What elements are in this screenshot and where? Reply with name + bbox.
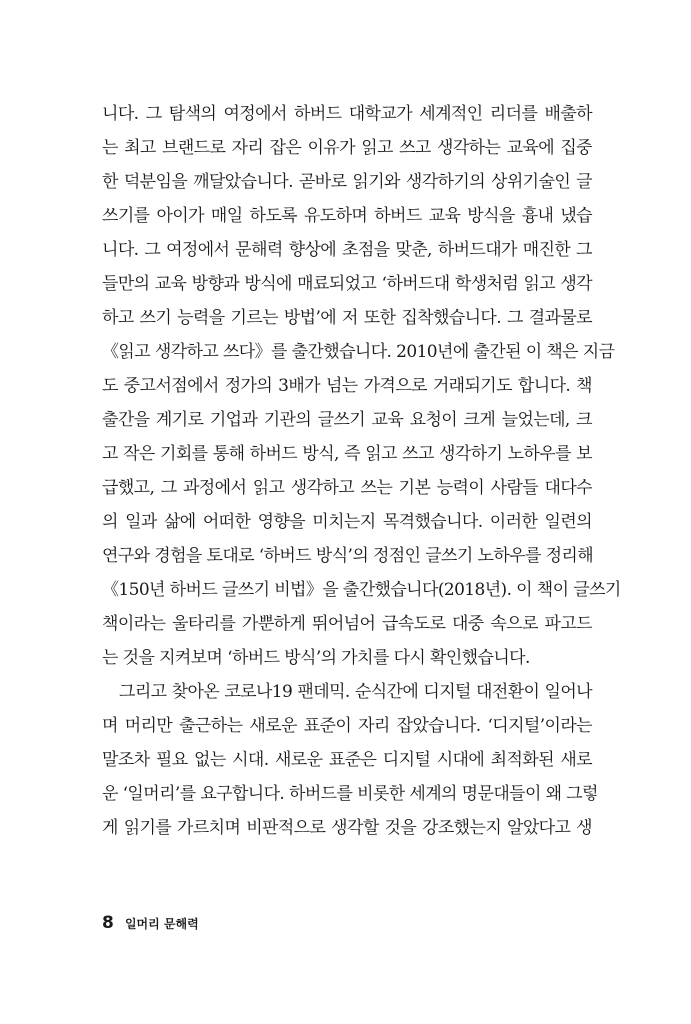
text-line: 그리고 찾아온 코로나19 팬데믹. 순식간에 디지털 대전환이 일어나 [119, 682, 592, 702]
text-line: 니다. 그 여정에서 문해력 향상에 초점을 맞춘, 하버드대가 매진한 그 [102, 240, 592, 260]
text-line: 며 머리만 출근하는 새로운 표준이 자리 잡았습니다. ‘디지털’이라는 [102, 716, 592, 736]
text-line: 들만의 교육 방향과 방식에 매료되었고 ‘하버드대 학생처럼 읽고 생각 [102, 274, 592, 294]
text-line: 책이라는 울타리를 가뿐하게 뛰어넘어 급속도로 대중 속으로 파고드 [102, 614, 592, 634]
text-line: 한 덕분임을 깨달았습니다. 곧바로 읽기와 생각하기의 상위기술인 글 [102, 172, 592, 192]
text-line: 말조차 필요 없는 시대. 새로운 표준은 디지털 시대에 최적화된 새로 [102, 750, 592, 770]
body-text [102, 97, 621, 845]
text-line: 급했고, 그 과정에서 읽고 생각하고 쓰는 기본 능력이 사람들 대다수 [102, 478, 592, 498]
text-line: 《150년 하버드 글쓰기 비법》을 출간했습니다(2018년). 이 책이 글쓰기 [102, 580, 621, 600]
text-line: 는 것을 지켜보며 ‘하버드 방식’의 가치를 다시 확인했습니다. [102, 648, 530, 668]
book-title: 일머리 문해력 [124, 917, 199, 931]
text-line: 연구와 경험을 토대로 ‘하버드 방식’의 정점인 글쓰기 노하우를 정리해 [102, 546, 594, 566]
text-line: 는 최고 브랜드로 자리 잡은 이유가 읽고 쓰고 생각하는 교육에 집중 [102, 138, 592, 158]
text-line: 게 읽기를 가르치며 비판적으로 생각할 것을 강조했는지 알았다고 생 [102, 818, 592, 838]
page-footer [102, 913, 199, 933]
text-line: 쓰기를 아이가 매일 하도록 유도하며 하버드 교육 방식을 흉내 냈습 [102, 206, 592, 226]
text-line: 출간을 계기로 기업과 기관의 글쓰기 교육 요청이 크게 늘었는데, 크 [102, 410, 592, 430]
page-number: 8 [102, 913, 114, 933]
text-line: 운 ‘일머리’를 요구합니다. 하버드를 비롯한 세계의 명문대들이 왜 그렇 [102, 784, 598, 804]
text-line: 도 중고서점에서 정가의 3배가 넘는 가격으로 거래되기도 합니다. 책 [102, 376, 592, 396]
text-line: 《읽고 생각하고 쓰다》를 출간했습니다. 2010년에 출간된 이 책은 지금 [102, 342, 615, 362]
text-line: 의 일과 삶에 어떠한 영향을 미치는지 목격했습니다. 이러한 일련의 [102, 512, 592, 532]
text-line: 고 작은 기회를 통해 하버드 방식, 즉 읽고 쓰고 생각하기 노하우를 보 [102, 444, 592, 464]
text-line: 하고 쓰기 능력을 기르는 방법’에 저 또한 집착했습니다. 그 결과물로 [102, 308, 592, 328]
text-line: 니다. 그 탐색의 여정에서 하버드 대학교가 세계적인 리더를 배출하 [102, 104, 592, 124]
